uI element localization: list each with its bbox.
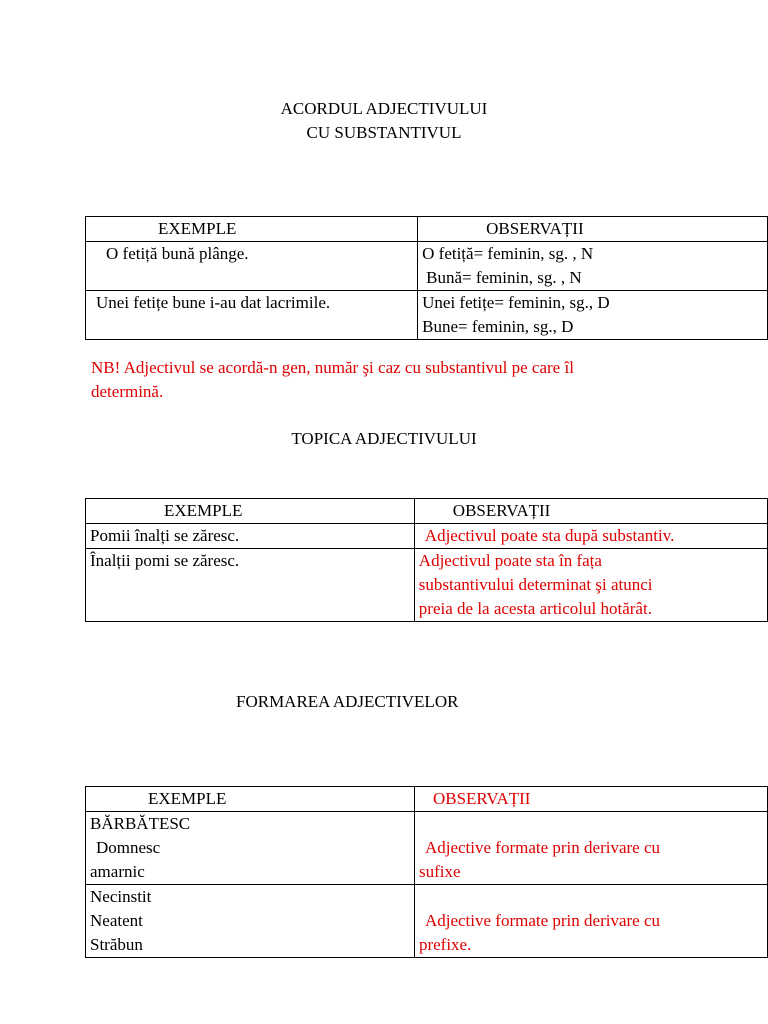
- table-row: [86, 812, 768, 885]
- agreement-table: [85, 216, 768, 340]
- example-cell: BĂRBĂTESC Domnesc amarnic: [86, 812, 415, 885]
- header-observatii: OBSERVAȚII: [418, 217, 768, 242]
- header-observatii: OBSERVAȚII: [414, 787, 767, 812]
- header-exemple: EXEMPLE: [86, 787, 415, 812]
- observation-cell: Adjective formate prin derivare cu sufixe: [414, 812, 767, 885]
- observation-cell: Unei fetițe= feminin, sg., D Bune= feminin, sg., D: [418, 291, 768, 340]
- observation-cell: O fetiță= feminin, sg. , N Bună= feminin, sg. , N: [418, 242, 768, 291]
- observation-cell: Adjective formate prin derivare cu prefixe.: [414, 885, 767, 958]
- header-exemple: EXEMPLE: [86, 217, 418, 242]
- table-header-row: [86, 217, 768, 242]
- table-row: [86, 242, 768, 291]
- example-cell: Unei fetițe bune i-au dat lacrimile.: [86, 291, 418, 340]
- table-row: [86, 885, 768, 958]
- table-row: [86, 291, 768, 340]
- header-exemple: EXEMPLE: [86, 499, 415, 524]
- example-cell: Necinstit Neatent Străbun: [86, 885, 415, 958]
- observation-cell: Adjectivul poate sta în fața substantivului determinat şi atunci preia de la acesta articolul hotărât.: [414, 549, 767, 622]
- table-header-row: [86, 499, 768, 524]
- section1-title-line1: ACORDUL ADJECTIVULUI: [280, 99, 488, 118]
- table-row: [86, 549, 768, 622]
- section2-title: TOPICA ADJECTIVULUI: [291, 429, 477, 448]
- example-cell: Înalții pomi se zăresc.: [86, 549, 415, 622]
- table-row: [86, 524, 768, 549]
- example-cell: Pomii înalți se zăresc.: [86, 524, 415, 549]
- table-header-row: [86, 787, 768, 812]
- agreement-note: NB! Adjectivul se acordă-n gen, număr şi caz cu substantivul pe care îl determină.: [91, 358, 574, 401]
- header-observatii: OBSERVAȚII: [414, 499, 767, 524]
- formation-table: [85, 786, 768, 958]
- section1-title-line2: CU SUBSTANTIVUL: [306, 123, 462, 142]
- word-order-table: [85, 498, 768, 622]
- observation-cell: Adjectivul poate sta după substantiv.: [414, 524, 767, 549]
- section3-title: FORMAREA ADJECTIVELOR: [236, 692, 459, 711]
- example-cell: O fetiță bună plânge.: [86, 242, 418, 291]
